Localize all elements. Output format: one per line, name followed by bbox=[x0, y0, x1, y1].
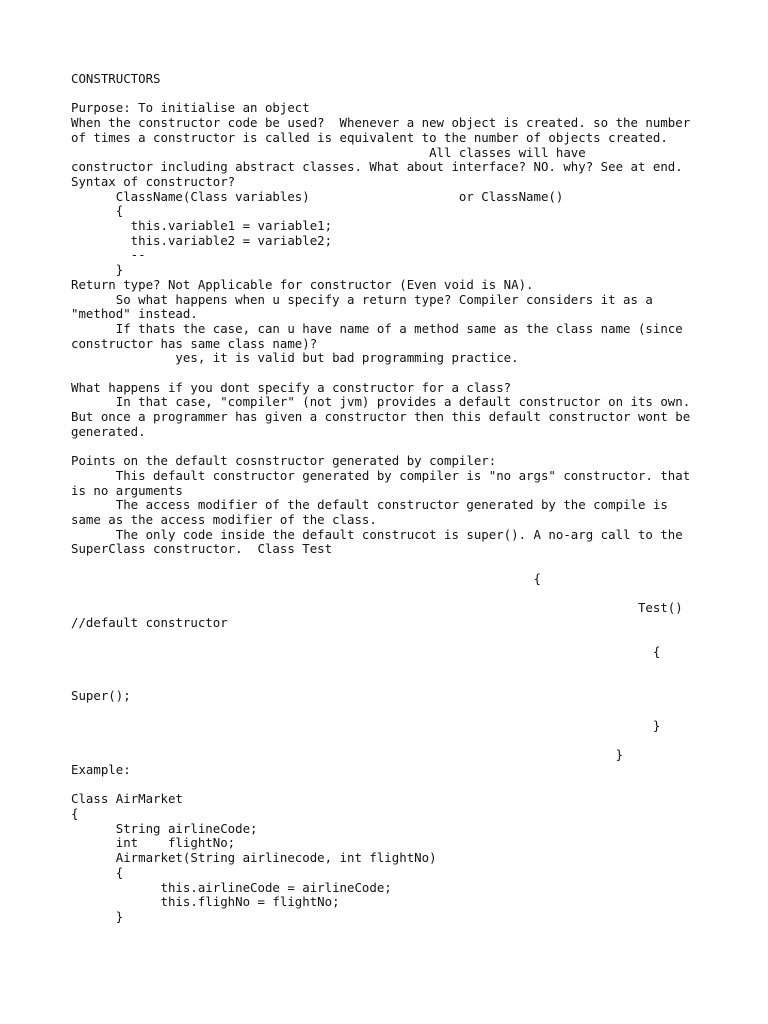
document-line: What happens if you dont specify a constructor for a class? bbox=[71, 379, 512, 395]
document-line: If thats the case, can u have name of a method same as the class name (since bbox=[71, 320, 683, 336]
document-line: Example: bbox=[71, 761, 131, 777]
document-line: Airmarket(String airlinecode, int flightNo) bbox=[71, 850, 437, 866]
document-line: Syntax of constructor? bbox=[71, 173, 236, 189]
document-line: is no arguments bbox=[71, 482, 183, 498]
document-line: CONSTRUCTORS bbox=[71, 71, 161, 86]
document-line: //default constructor bbox=[71, 614, 228, 630]
document-line: same as the access modifier of the class. bbox=[71, 512, 377, 527]
document-line: Points on the default cosnstructor generated by compiler: bbox=[71, 453, 497, 469]
document-line: this.variable1 = variable1; bbox=[71, 218, 333, 233]
document-line: String airlineCode; bbox=[71, 820, 258, 836]
document-line: generated. bbox=[71, 423, 146, 439]
document-line: "method" instead. bbox=[71, 306, 198, 322]
document-line: Super(); bbox=[71, 688, 131, 704]
document-line: ClassName(Class variables) or ClassName() bbox=[71, 188, 564, 204]
document-line: yes, it is valid but bad programming practice. bbox=[71, 350, 519, 366]
document-line: } bbox=[71, 747, 624, 763]
document-line: But once a programmer has given a constructor then this default constructor wont be bbox=[71, 409, 691, 425]
document-line: When the constructor code be used? Whenever a new object is created. so the number bbox=[71, 115, 691, 131]
document-line: constructor including abstract classes. What about interface? NO. why? See at end. bbox=[71, 159, 683, 175]
document-line: All classes will have bbox=[71, 144, 586, 160]
document-line: In that case, "compiler" (not jvm) provides a default constructor on its own. bbox=[71, 394, 691, 410]
document-line: } bbox=[71, 717, 661, 733]
document-line: { bbox=[71, 864, 124, 880]
document-line: this.flighNo = flightNo; bbox=[71, 894, 340, 910]
document-line: this.variable2 = variable2; bbox=[71, 232, 333, 248]
document-line: SuperClass constructor. Class Test bbox=[71, 541, 333, 557]
document-line: Test() bbox=[71, 600, 683, 616]
document-line: { bbox=[71, 570, 541, 586]
document-line: { bbox=[71, 806, 79, 821]
document-line: { bbox=[71, 203, 124, 219]
document-line: This default constructor generated by compiler is "no args" constructor. that bbox=[71, 467, 691, 483]
document-line: constructor has same class name)? bbox=[71, 335, 318, 351]
document-line: } bbox=[71, 908, 124, 924]
document-line: } bbox=[71, 262, 124, 278]
document-line: int flightNo; bbox=[71, 835, 236, 851]
document-line: -- bbox=[71, 247, 146, 263]
document-line: The only code inside the default construcot is super(). A no-arg call to the bbox=[71, 526, 683, 542]
document-line: { bbox=[71, 644, 661, 660]
document-line: of times a constructor is called is equivalent to the number of objects created. bbox=[71, 129, 668, 145]
document-line: this.airlineCode = airlineCode; bbox=[71, 879, 392, 895]
document-line: Purpose: To initialise an object bbox=[71, 100, 310, 116]
document-line: Class AirMarket bbox=[71, 791, 183, 807]
document-line: The access modifier of the default constructor generated by the compile is bbox=[71, 497, 668, 513]
document-line: So what happens when u specify a return type? Compiler considers it as a bbox=[71, 291, 653, 307]
document-line: Return type? Not Applicable for constructor (Even void is NA). bbox=[71, 276, 534, 292]
